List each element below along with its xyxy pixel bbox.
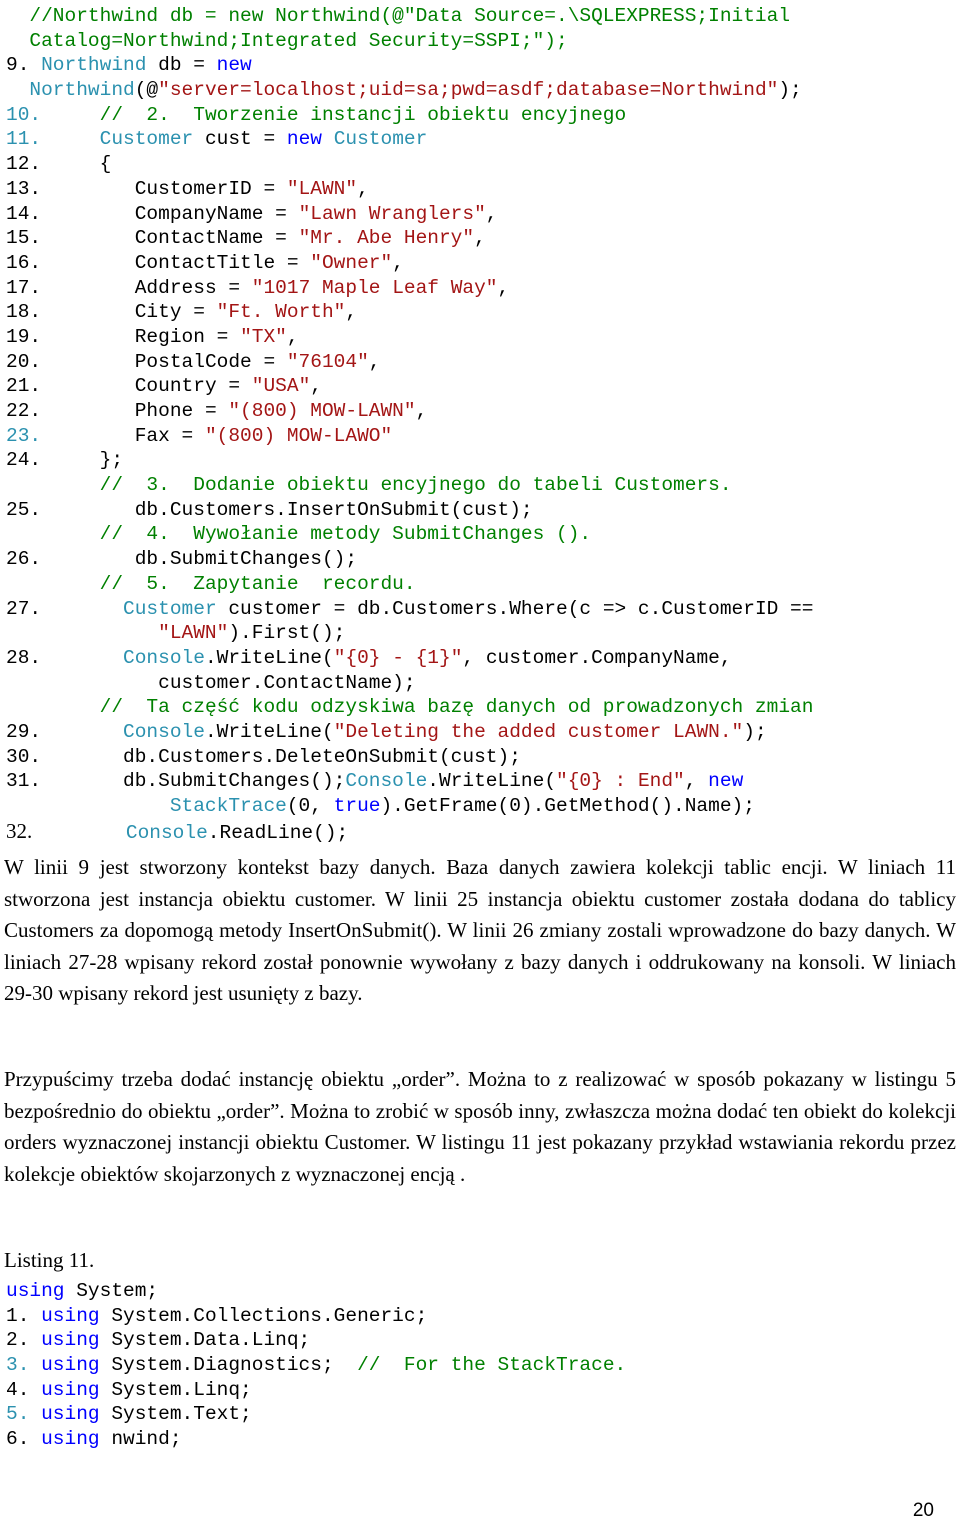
code-text: System.Linq; [99,1378,252,1401]
line-number: 2. [6,1329,30,1352]
code-line-24 [6,448,956,473]
line-number: 24. [6,449,42,472]
line-number: 16. [6,251,42,274]
code-line [6,621,956,646]
code-comment-line [6,522,956,547]
code-text: , customer.CompanyName, [462,646,732,669]
code-line-27 [6,597,956,622]
code-text: db.SubmitChanges(); [123,770,346,793]
code-text: .ReadLine(); [207,821,349,844]
code-text: db.SubmitChanges(); [134,548,358,571]
code-string: "(800) MOW-LAWO" [204,424,393,447]
code-line [6,1279,956,1304]
line-number: 4. [6,1378,30,1401]
code-listing-11 [6,1279,956,1452]
code-text: (0, [286,795,334,817]
line-number: 9. [6,54,30,77]
code-type: Console [123,720,205,743]
code-comment: //Northwind db = new Northwind(@"Data Source=.\SQLEXPRESS;Initial [29,5,791,27]
code-comment: // 5. Zapytanie recordu. [99,572,416,595]
code-string: "Ft. Worth" [216,301,346,324]
line-number: 21. [6,375,42,398]
code-text: System.Data.Linq; [99,1329,311,1352]
code-string: "LAWN" [286,177,358,200]
code-keyword: using [6,1280,65,1302]
code-text: .WriteLine( [204,646,334,669]
code-text: , [497,276,510,299]
code-type: StackTrace [169,795,287,817]
code-string: "TX" [240,325,287,348]
code-type: Customer [99,128,194,151]
code-text: , [345,301,358,324]
line-number: 27. [6,597,42,620]
code-text: db.Customers.DeleteOnSubmit(cust); [123,745,521,768]
code-comment-line [6,473,956,498]
code-text: Country = [134,375,252,398]
code-comment: // 4. Wywołanie metody SubmitChanges (). [99,523,592,546]
code-line-23 [6,424,956,449]
code-line-3 [6,1353,956,1378]
line-number: 23. [6,424,42,447]
code-string: "(800) MOW-LAWN" [228,400,416,422]
code-line-22 [6,399,956,424]
code-keyword: using [41,1354,100,1377]
code-line [6,29,956,54]
code-text: System.Text; [99,1403,252,1426]
line-number: 25. [6,498,42,521]
code-string: "LAWN" [158,622,229,645]
line-number: 30. [6,745,42,768]
code-text: PostalCode = [134,350,287,373]
code-text: db = [146,54,217,77]
code-line-14 [6,202,956,227]
code-text: .WriteLine( [427,770,557,793]
line-number: 14. [6,202,42,225]
line-number: 19. [6,325,42,348]
code-keyword: new [286,128,322,151]
code-listing-top [6,4,956,843]
body-paragraph-1: W linii 9 jest stworzony kontekst bazy danych. Baza danych zawiera kolekcji tablic encji. W liniach 11 stworzona jest instancja obiektu customer. W linii 25 instancja obiektu customer została dodana do tablicy Customers za dopomogą metody InsertOnSubmit(). W linii 26 zmiany zostali wprowadzone do bazy danych. W liniach 27-28 wpisany rekord został ponownie wywołany z bazy danych i oddrukowany na konsoli. W liniach 29-30 wpisany rekord jest usunięty z bazy. [4,855,956,1006]
code-string: "Owner" [310,251,393,274]
line-number: 6. [6,1428,30,1451]
code-text: , [415,400,428,422]
code-text: ContactName = [134,227,299,250]
line-number: 15. [6,227,42,250]
code-string: "USA" [251,375,311,398]
code-text: cust = [193,128,287,151]
code-text: System.Diagnostics; [99,1354,358,1377]
code-string: "Lawn Wranglers" [298,202,486,225]
code-line-18 [6,300,956,325]
code-line-6 [6,1427,956,1452]
code-type: Northwind [29,79,135,102]
code-string: "{0} - {1}" [333,646,463,669]
line-number: 32. [6,818,33,843]
code-text: { [99,153,112,176]
line-number: 10. [6,103,42,126]
code-line [6,671,956,696]
code-text: , [474,227,486,250]
code-comment-line [6,572,956,597]
code-line-32 [6,819,956,844]
listing-title: Listing 11. [4,1248,95,1272]
code-text: ).First(); [228,622,346,645]
code-text: Region = [134,325,241,348]
code-type: Console [125,821,208,844]
code-line [6,794,956,819]
code-comment: // For the StackTrace. [357,1354,627,1377]
code-line-31 [6,769,956,794]
code-text: nwind; [99,1428,182,1451]
code-line-13 [6,177,956,202]
code-line-9 [6,53,956,78]
code-string: "{0} : End" [556,770,685,793]
code-string: "Mr. Abe Henry" [298,227,475,250]
code-type: Console [123,646,205,669]
code-keyword: using [41,1403,100,1426]
code-keyword: true [333,795,381,817]
code-text: , [286,325,299,348]
line-number: 5. [6,1403,30,1426]
code-text: System; [64,1280,159,1302]
line-number: 26. [6,548,42,571]
code-type: Customer [123,597,217,620]
line-number: 3. [6,1354,30,1377]
code-text: customer = db.Customers.Where(c => c.CustomerID == [216,597,814,620]
code-line-26 [6,547,956,572]
code-line-16 [6,251,956,276]
line-number: 29. [6,720,42,743]
code-line-11 [6,127,956,152]
code-text: System.Collections.Generic; [99,1304,428,1327]
line-number: 20. [6,350,42,373]
line-number: 31. [6,770,42,793]
code-text: CustomerID = [134,177,287,200]
code-line-20 [6,350,956,375]
code-string: "1017 Maple Leaf Way" [251,276,498,299]
code-text: , [310,375,322,398]
code-text: , [392,251,404,274]
code-string: "Deleting the added customer LAWN." [333,720,744,743]
code-text: ContactTitle = [134,251,311,274]
code-line-10 [6,103,956,128]
line-number: 1. [6,1304,30,1327]
code-line-28 [6,646,956,671]
code-text: ); [778,79,802,102]
code-line-17 [6,276,956,301]
code-line-30 [6,745,956,770]
code-line-12 [6,152,956,177]
code-text: ); [743,720,767,743]
code-line-5 [6,1402,956,1427]
code-type: Northwind [41,54,147,77]
line-number: 18. [6,301,42,324]
code-comment: Catalog=Northwind;Integrated Security=SSPI;"); [29,29,568,52]
code-line-15 [6,226,956,251]
code-text: City = [134,301,217,324]
code-text: }; [99,449,124,472]
line-number: 11. [6,128,42,151]
code-keyword: using [41,1428,100,1451]
code-line-2 [6,1328,956,1353]
code-keyword: using [41,1378,100,1401]
code-keyword: new [216,54,252,77]
page-number: 20 [912,1500,934,1521]
code-string: "76104" [286,350,369,373]
code-text: db.Customers.InsertOnSubmit(cust); [134,498,533,521]
code-type: Customer [333,128,428,151]
line-number: 17. [6,276,42,299]
code-text: ).GetFrame(0).GetMethod().Name); [380,795,755,817]
code-comment-line [6,695,956,720]
code-line-29 [6,720,956,745]
line-number: 13. [6,177,42,200]
code-text: , [485,202,498,225]
body-paragraph-2: Przypuścimy trzeba dodać instancję obiektu „order”. Można to z realizować w sposób pokazany w listingu 5 bezpośrednio do obiektu „order”. Można to zrobić w sposób inny, zwłaszcza można dodać ten obiekt do kolekcji orders wyznaczonej instancji obiektu Customer. W listingu 11 jest pokazany przykład wstawiania rekordu przez kolekcje obiektów skojarzonych z wyznaczonej encją . [4,1067,956,1186]
code-type: Console [345,770,428,793]
code-comment: // Ta część kodu odzyskiwa bazę danych od prowadzonych zmian [99,696,814,719]
code-text: Address = [134,276,252,299]
code-string: "server=localhost;uid=sa;pwd=asdf;database=Northwind" [158,79,779,102]
code-keyword: using [41,1304,100,1327]
code-line [6,4,956,29]
code-comment: // 3. Dodanie obiektu encyjnego do tabeli Customers. [99,474,732,497]
code-line [6,78,956,103]
line-number: 12. [6,153,42,176]
code-line-25 [6,498,956,523]
code-text: .WriteLine( [204,720,334,743]
code-text: Phone = [134,400,229,422]
code-line-19 [6,325,956,350]
code-text: , [368,350,381,373]
code-text: Fax = [134,424,205,447]
code-line-1 [6,1304,956,1329]
code-text: , [357,177,369,200]
code-line-21 [6,374,956,399]
code-text: customer.ContactName); [158,671,416,694]
code-line-4 [6,1378,956,1403]
line-number: 22. [6,400,42,422]
code-text: (@ [134,79,159,102]
code-keyword: using [41,1329,100,1352]
code-keyword: new [708,770,744,793]
code-comment: // 2. Tworzenie instancji obiektu encyjnego [99,103,627,126]
line-number: 28. [6,646,42,669]
code-text: CompanyName = [134,202,299,225]
code-text: , [684,770,709,793]
